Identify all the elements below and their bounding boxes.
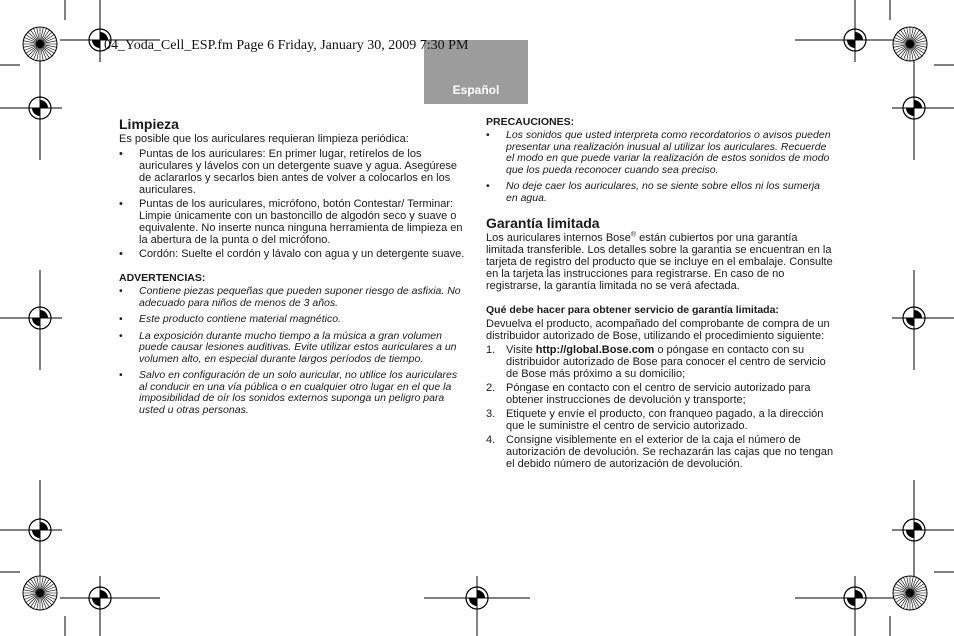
warranty-text-start: Los auriculares internos Bose — [486, 232, 631, 244]
warranty-text-rest: están cubiertos por una garantía limitada transferible. Los detalles sobre la garantía se encuentran en la tarjeta de registro del producto que se incluye en el embalaje. Consulte en la tarjeta las instrucciones para registrarse. En caso de no registrarse, la garantía limitada no se verá afectada. — [486, 232, 833, 292]
language-tab-label: Español — [452, 83, 500, 97]
list-item: • La exposición durante mucho tiempo a la música a gran volumen puede causar lesiones auditivas. Evite utilizar estos auriculares a un volumen alto, en especial durante largos períodos de tiempo. — [119, 331, 465, 366]
cleaning-heading: Limpieza — [119, 116, 179, 132]
list-item: 1. Visite http://global.Bose.com o póngase en contacto con su distribuidor autorizado de Bose para conocer el centro de servicio de Bose más próximo a su domicilio; — [486, 344, 826, 380]
file-info-line: 04_Yoda_Cell_ESP.fm Page 6 Friday, January 30, 2009 7:30 PM — [104, 38, 469, 53]
list-item: • Cordón: Suelte el cordón y lávalo con agua y un detergente suave. — [119, 248, 465, 260]
precautions-list — [486, 130, 834, 204]
precautions-heading: PRECAUCIONES: — [486, 116, 575, 128]
step-number: 2. — [486, 382, 496, 394]
list-item: • Salvo en configuración de un solo auricular, no utilice los auriculares al conducir en una vía pública o en cualquier otro lugar en el que la imposibilidad de oír los sonidos externos suponga un peligro para usted u otras personas. — [119, 370, 465, 416]
warnings-heading: ADVERTENCIAS: — [119, 272, 206, 284]
list-item: 4. Consigne visiblemente en el exterior de la caja el número de autorización de devolución. Se rechazarán las cajas que no tengan el debido número de autorización de devolución. — [486, 434, 834, 470]
list-item: 2. Póngase en contacto con el centro de servicio autorizado para obtener instrucciones de devolución y transporte; — [486, 382, 811, 406]
list-item: • Los sonidos que usted interpreta como recordatorios o avisos pueden presentar una realización inusual al utilizar los auriculares. Recuerde el modo en que puede variar la realización de estos sonidos de modo que los pueda reconocer cuando sea preciso. — [486, 130, 834, 176]
list-item: • Contiene piezas pequeñas que pueden suponer riesgo de asfixia. No adecuado para niños de menos de 3 años. — [119, 286, 465, 309]
cleaning-list — [119, 148, 465, 260]
step-number: 3. — [486, 408, 496, 420]
warranty-paragraph — [486, 232, 834, 292]
step-number: 4. — [486, 434, 496, 446]
service-heading: Qué debe hacer para obtener servicio de garantía limitada: — [486, 304, 779, 316]
cleaning-intro: Es posible que los auriculares requieran limpieza periódica: — [119, 133, 409, 145]
list-item: • Puntas de los auriculares: En primer lugar, retírelos de los auriculares y lávelos con un detergente suave y agua. Asegúrese de aclararlos y secarlos bien antes de volver a colocarlos en los auriculares. — [119, 148, 465, 196]
right-column — [486, 116, 834, 472]
registered-mark: ® — [630, 231, 637, 239]
left-column — [119, 116, 465, 421]
bose-website-link[interactable]: http://global.Bose.com — [535, 344, 655, 356]
warranty-heading: Garantía limitada — [486, 215, 600, 231]
list-item: 3. Etiquete y envíe el producto, con franqueo pagado, a la dirección que le suministre el centro de servicio autorizado. — [486, 408, 824, 432]
list-item: • No deje caer los auriculares, no se siente sobre ellos ni los sumerja en agua. — [486, 181, 834, 204]
service-intro: Devuelva el producto, acompañado del comprobante de compra de un distribuidor autorizado de Bose, utilizando el procedimiento siguiente: — [486, 318, 830, 342]
list-item: • Puntas de los auriculares, micrófono, botón Contestar/ Terminar: Limpie únicamente con un bastoncillo de algodón seco y suave o equivalente. No inserte nunca ninguna herramienta de limpieza en la abertura de la punta o del micrófono. — [119, 198, 465, 246]
warnings-list — [119, 286, 465, 416]
list-item: • Este producto contiene material magnético. — [119, 314, 465, 326]
step-number: 1. — [486, 344, 496, 356]
service-steps — [486, 344, 834, 470]
